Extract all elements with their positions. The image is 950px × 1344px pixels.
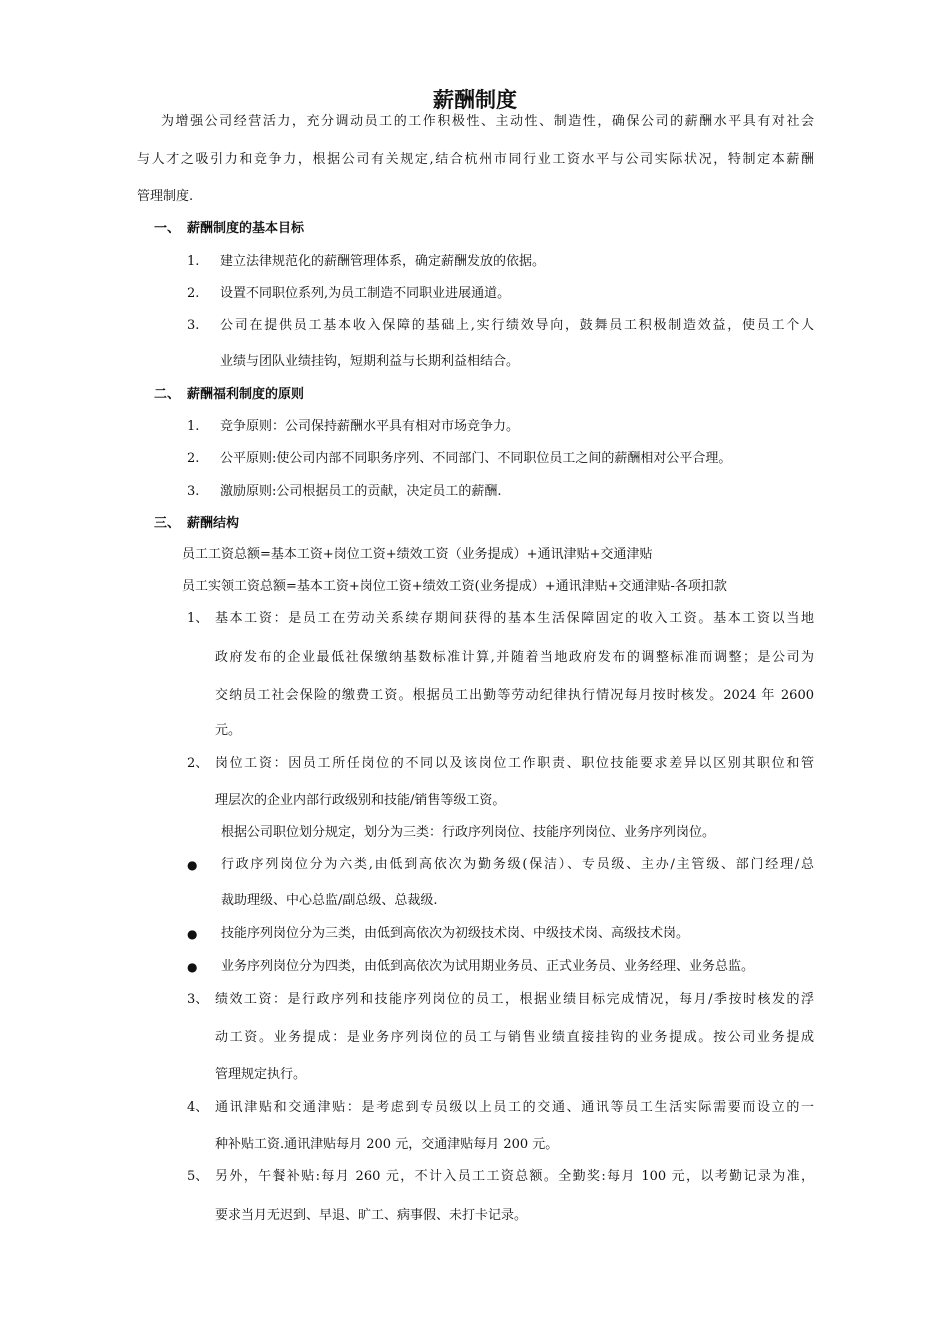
s3-item-5-number: 5、 bbox=[187, 1169, 209, 1184]
s2-item-2-number: 2. bbox=[187, 451, 200, 466]
s3-item-1-line-4: 元。 bbox=[215, 723, 242, 738]
section-2-title: 薪酬福利制度的原则 bbox=[187, 387, 305, 402]
s3-item-5-line-1: 另外，午餐补贴:每月 260 元，不计入员工工资总额。全勤奖:每月 100 元，以考勤记录为准， bbox=[215, 1169, 814, 1184]
s3-item-2-line-2: 理层次的企业内部行政级别和技能/销售等级工资。 bbox=[215, 793, 506, 808]
s3-item-1-line-1: 基本工资：是员工在劳动关系续存期间获得的基本生活保障固定的收入工资。基本工资以当地 bbox=[215, 611, 814, 626]
s3-bullet-1-line-1: 行政序列岗位分为六类,由低到高依次为勤务级(保洁）、专员级、主办/主管级、部门经理/总 bbox=[221, 857, 814, 872]
intro-line-2: 与人才之吸引力和竞争力，根据公司有关规定,结合杭州市同行业工资水平与公司实际状况，特制定本薪酬 bbox=[137, 152, 814, 167]
s3-bullet-1-line-2: 裁助理级、中心总监/副总级、总裁级. bbox=[221, 893, 438, 908]
s2-item-1-number: 1. bbox=[187, 419, 200, 434]
s1-item-3-text-line-2: 业绩与团队业绩挂钩，短期利益与长期利益相结合。 bbox=[220, 354, 520, 369]
s1-item-2-number: 2. bbox=[187, 286, 200, 301]
s3-item-4-number: 4、 bbox=[187, 1100, 209, 1115]
section-2-number: 二、 bbox=[154, 387, 181, 402]
salary-formula-2: 员工实领工资总额=基本工资+岗位工资+绩效工资(业务提成）+通讯津贴+交通津贴-各项扣款 bbox=[182, 579, 727, 594]
s3-item-3-number: 3、 bbox=[187, 992, 209, 1007]
page-title: 薪酬制度 bbox=[433, 88, 517, 112]
s3-item-4-line-2: 种补贴工资.通讯津贴每月 200 元，交通津贴每月 200 元。 bbox=[215, 1137, 559, 1152]
s3-item-2-note: 根据公司职位划分规定，划分为三类：行政序列岗位、技能序列岗位、业务序列岗位。 bbox=[221, 825, 716, 840]
s1-item-1-number: 1. bbox=[187, 254, 200, 269]
s3-item-3-line-1: 绩效工资：是行政序列和技能序列岗位的员工，根据业绩目标完成情况，每月/季按时核发的浮 bbox=[215, 992, 814, 1007]
section-1-number: 一、 bbox=[154, 221, 181, 236]
section-3-number: 三、 bbox=[154, 516, 181, 531]
section-1-title: 薪酬制度的基本目标 bbox=[187, 221, 305, 236]
s3-item-1-line-2: 政府发布的企业最低社保缴纳基数标准计算,并随着当地政府发布的调整标准而调整；是公司为 bbox=[215, 650, 814, 665]
s3-item-3-line-3: 管理规定执行。 bbox=[215, 1067, 307, 1082]
bullet-icon: ● bbox=[187, 927, 198, 941]
s3-bullet-3-text: 业务序列岗位分为四类，由低到高依次为试用期业务员、正式业务员、业务经理、业务总监。 bbox=[221, 959, 755, 974]
s1-item-3-number: 3. bbox=[187, 318, 200, 333]
s3-item-1-line-3: 交纳员工社会保险的缴费工资。根据员工出勤等劳动纪律执行情况每月按时核发。2024 年 2600 bbox=[215, 688, 814, 703]
s3-item-3-line-2: 动工资。业务提成：是业务序列岗位的员工与销售业绩直接挂钩的业务提成。按公司业务提成 bbox=[215, 1030, 814, 1045]
s3-item-2-line-1: 岗位工资：因员工所任岗位的不同以及该岗位工作职责、职位技能要求差异以区别其职位和管 bbox=[215, 756, 814, 771]
s1-item-1-text: 建立法律规范化的薪酬管理体系，确定薪酬发放的依据。 bbox=[220, 254, 546, 269]
s2-item-1-text: 竞争原则：公司保持薪酬水平具有相对市场竞争力。 bbox=[220, 419, 520, 434]
section-3-title: 薪酬结构 bbox=[187, 516, 240, 531]
s2-item-3-number: 3. bbox=[187, 484, 200, 499]
s3-item-2-number: 2、 bbox=[187, 756, 209, 771]
intro-line-3: 管理制度. bbox=[137, 189, 194, 204]
salary-formula-1: 员工工资总额=基本工资+岗位工资+绩效工资（业务提成）+通讯津贴+交通津贴 bbox=[182, 547, 653, 562]
s3-item-5-line-2: 要求当月无迟到、早退、旷工、病事假、未打卡记录。 bbox=[215, 1208, 528, 1223]
s2-item-3-text: 激励原则:公司根据员工的贡献，决定员工的薪酬. bbox=[220, 484, 502, 499]
s3-item-1-number: 1、 bbox=[187, 611, 209, 626]
s1-item-3-text-line-1: 公司在提供员工基本收入保障的基础上,实行绩效导向，鼓舞员工积极制造效益，使员工个人 bbox=[220, 318, 814, 333]
s3-item-4-line-1: 通讯津贴和交通津贴：是考虑到专员级以上员工的交通、通讯等员工生活实际需要而设立的一 bbox=[215, 1100, 814, 1115]
s3-bullet-2-text: 技能序列岗位分为三类，由低到高依次为初级技术岗、中级技术岗、高级技术岗。 bbox=[221, 926, 690, 941]
s1-item-2-text: 设置不同职位系列,为员工制造不同职业进展通道。 bbox=[220, 286, 511, 301]
intro-line-1: 为增强公司经营活力，充分调动员工的工作积极性、主动性、制造性，确保公司的薪酬水平具有对社会 bbox=[161, 114, 814, 129]
bullet-icon: ● bbox=[187, 858, 198, 872]
s2-item-2-text: 公平原则:使公司内部不同职务序列、不同部门、不同职位员工之间的薪酬相对公平合理。 bbox=[220, 451, 732, 466]
bullet-icon: ● bbox=[187, 960, 198, 974]
